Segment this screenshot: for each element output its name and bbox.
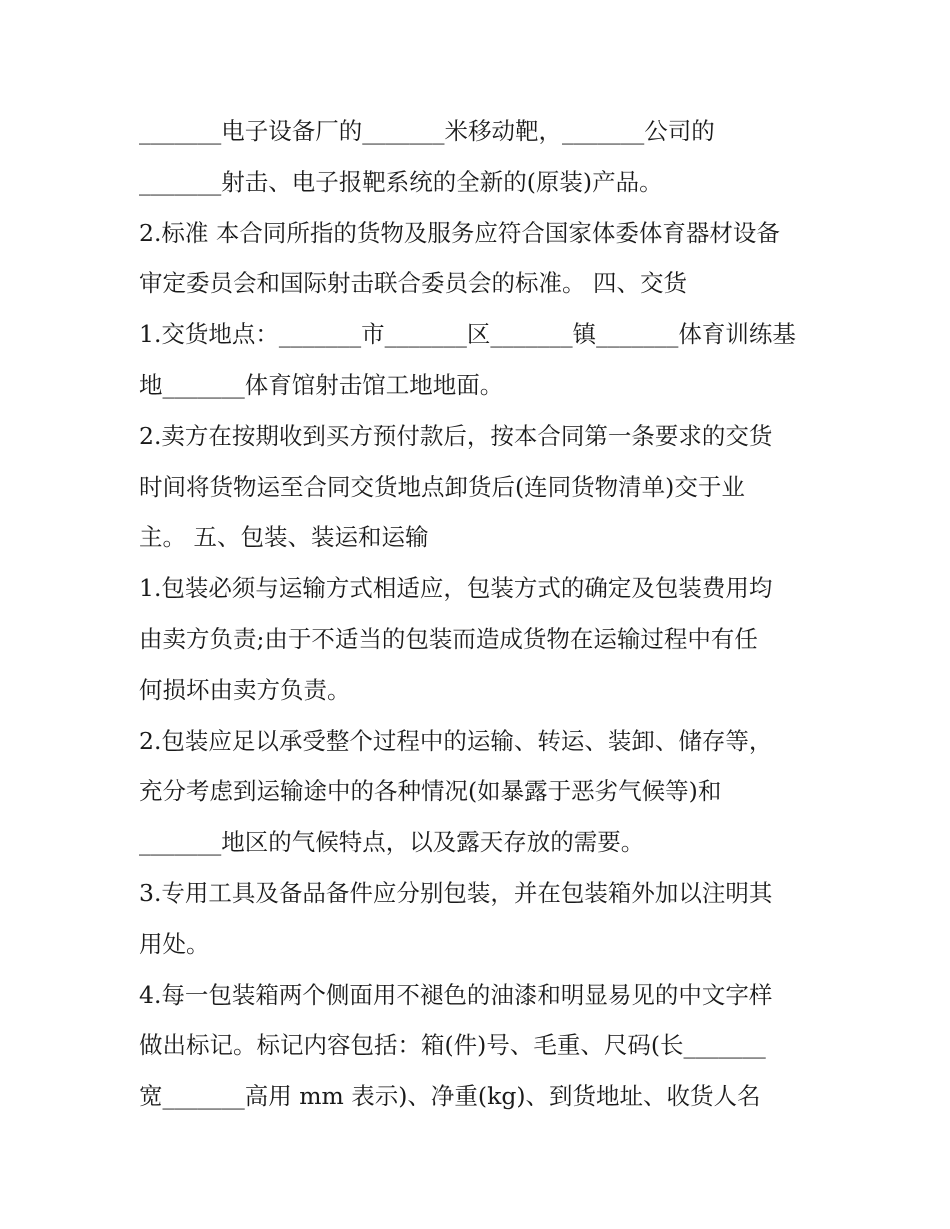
text-line: 1.包装必须与运输方式相适应，包装方式的确定及包装费用均 <box>139 574 773 603</box>
text-line: _______地区的气候特点，以及露天存放的需要。 <box>139 828 645 857</box>
text-line: _______电子设备厂的_______米移动靶，_______公司的 <box>139 117 715 145</box>
text-line: 时间将货物运至合同交货地点卸货后(连同货物清单)交于业 <box>139 472 745 501</box>
text-line: 地_______体育馆射击馆工地地面。 <box>139 370 504 399</box>
text-line: 主。 五、包装、装运和运输 <box>139 523 429 552</box>
contract-text <box>139 106 819 1122</box>
text-line: 3.专用工具及备品备件应分别包装，并在包装箱外加以注明其 <box>139 878 773 907</box>
text-line: 审定委员会和国际射击联合委员会的标准。 四、交货 <box>139 269 687 298</box>
text-line: 2.标准 本合同所指的货物及服务应符合国家体委体育器材设备 <box>139 218 780 247</box>
text-line: _______射击、电子报靶系统的全新的(原装)产品。 <box>139 167 663 196</box>
text-line: 用处。 <box>139 929 210 958</box>
text-line: 何损坏由卖方负责。 <box>139 675 351 704</box>
text-line: 2.包装应足以承受整个过程中的运输、转运、装卸、储存等， <box>139 726 773 755</box>
text-line: 由卖方负责;由于不适当的包装而造成货物在运输过程中有任 <box>139 624 758 653</box>
text-line: 1.交货地点：_______市_______区_______镇_______体育训练基 <box>139 320 796 349</box>
text-line: 4.每一包装箱两个侧面用不褪色的油漆和明显易见的中文字样 <box>139 980 773 1009</box>
text-line: 充分考虑到运输途中的各种情况(如暴露于恶劣气候等)和 <box>139 777 722 806</box>
text-line: 宽_______高用 mm 表示)、净重(kg)、到货地址、收货人名 <box>139 1082 761 1111</box>
text-line: 做出标记。标记内容包括：箱(件)号、毛重、尺码(长_______ <box>139 1031 766 1060</box>
text-line: 2.卖方在按期收到买方预付款后，按本合同第一条要求的交货 <box>139 421 773 450</box>
